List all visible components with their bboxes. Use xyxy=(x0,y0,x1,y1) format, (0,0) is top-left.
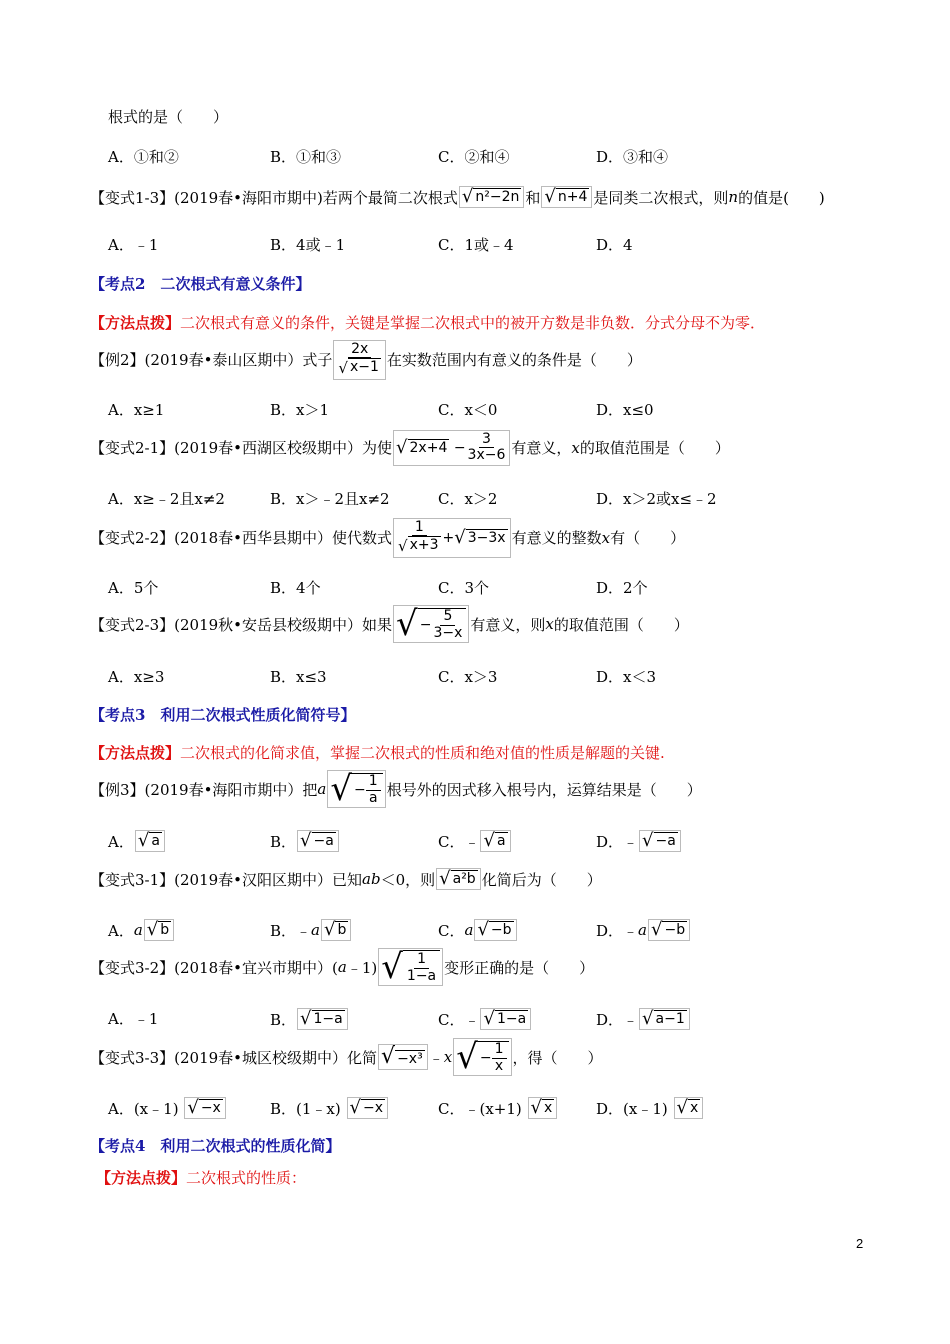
question-text: ﹣ xyxy=(428,1048,444,1067)
fraction-expression: 2x √ x−1 xyxy=(333,340,386,380)
option-d[interactable]: D．﹣ √ a−1 xyxy=(596,1008,691,1030)
variable: x xyxy=(601,528,611,547)
variable: n xyxy=(728,188,739,206)
question-text: 【变式3-2】(2018春•宜兴市期中）( xyxy=(90,958,338,977)
method-text: 二次根式有意义的条件，关键是掌握二次根式中的被开方数是非负数．分式分母不为零． xyxy=(180,314,766,332)
section-heading xyxy=(90,273,310,294)
option-c[interactable]: C．x＜0 xyxy=(438,401,498,419)
options-e3 xyxy=(108,830,868,852)
option-a[interactable]: A．①和② xyxy=(108,148,179,166)
radical-fraction: √ − $\frac{1}{a}$ xyxy=(327,770,385,808)
option-a[interactable]: A．﹣1 xyxy=(108,236,159,254)
question-v3-3 xyxy=(90,1038,603,1076)
option-c[interactable]: C．﹣(x+1) √ x xyxy=(438,1097,558,1119)
question-text: 【变式3-3】(2019春•城区校级期中）化简 xyxy=(90,1048,378,1067)
section-heading xyxy=(90,704,355,725)
question-text: 根号外的因式移入根号内，运算结果是（ ） xyxy=(386,780,702,799)
heading-text: 【考点2 二次根式有意义条件】 xyxy=(90,275,311,293)
option-b[interactable]: B．①和③ xyxy=(270,148,342,166)
question-text: ﹣1) xyxy=(346,958,378,977)
option-c[interactable]: C．﹣ √ 1−a xyxy=(438,1008,532,1030)
option-a[interactable]: A．x≥﹣2且x≠2 xyxy=(108,490,225,508)
question-text: 【变式2-1】(2019春•西湖区校级期中）为使 xyxy=(90,439,393,458)
option-d[interactable]: D．x＜3 xyxy=(596,668,657,686)
radical-fraction: √ − $\frac{5}{3-x}$ xyxy=(393,605,469,643)
options-v3-1 xyxy=(108,919,868,941)
question-v1-3 xyxy=(90,186,825,208)
question-text: 【变式3-1】(2019春•汉阳区期中）已知 xyxy=(90,870,363,889)
options-v2-1 xyxy=(108,488,868,510)
option-c[interactable]: C．x＞3 xyxy=(438,668,498,686)
method-tip xyxy=(90,312,765,333)
option-b[interactable]: B．x＞﹣2且x≠2 xyxy=(270,490,390,508)
variable: x xyxy=(545,615,554,633)
option-b[interactable]: B． √ −a xyxy=(270,830,340,852)
option-d[interactable]: D．(x﹣1) √ x xyxy=(596,1097,704,1119)
question-text: 是同类二次根式，则 xyxy=(593,188,729,207)
variable: x xyxy=(571,438,580,457)
page-number: 2 xyxy=(856,1236,864,1251)
question-text: 有意义，则 xyxy=(470,615,546,634)
option-b[interactable]: B．4或﹣1 xyxy=(270,236,346,254)
method-text: 二次根式的化简求值，掌握二次根式的性质和绝对值的性质是解题的关键. xyxy=(180,744,665,762)
variable: a xyxy=(317,780,327,798)
option-a[interactable]: A． a √ b xyxy=(108,919,175,941)
option-b[interactable]: B．x≤3 xyxy=(270,668,327,686)
option-a[interactable]: A． √ a xyxy=(108,830,166,852)
options-v3-2 xyxy=(108,1008,868,1030)
option-d[interactable]: D．2个 xyxy=(596,579,648,597)
question-v3-2 xyxy=(90,948,594,986)
question-e3 xyxy=(90,770,702,808)
option-a[interactable]: A．x≥3 xyxy=(108,668,165,686)
method-tip xyxy=(90,742,665,763)
options-e2 xyxy=(108,399,868,421)
section-heading xyxy=(90,1135,340,1156)
method-tag: 【方法点拨】 xyxy=(90,314,181,332)
question-v2-2 xyxy=(90,518,685,558)
option-d[interactable]: D．x＞2或x≤﹣2 xyxy=(596,490,717,508)
question-text: 【变式2-3】(2019秋•安岳县校级期中）如果 xyxy=(90,615,393,634)
method-text: 二次根式的性质： xyxy=(186,1169,307,1187)
radical-expression: √ a²b xyxy=(436,868,481,890)
compound-expression: 1 √ x+3 + √ 3−3x xyxy=(393,518,511,558)
option-d[interactable]: D．﹣ a √ −b xyxy=(596,919,691,941)
question-v2-3 xyxy=(90,605,689,643)
question-text: ＜0，则 xyxy=(380,870,436,889)
option-c[interactable]: C．﹣ √ a xyxy=(438,830,512,852)
method-tag: 【方法点拨】 xyxy=(96,1169,187,1187)
option-d[interactable]: D．4 xyxy=(596,236,633,254)
radical-expression: √ −x³ xyxy=(378,1044,428,1070)
question-text: 变形正确的是（ ） xyxy=(444,958,595,977)
question-v3-1 xyxy=(90,868,602,890)
question-text: 的值是( ) xyxy=(738,188,825,207)
question-v2-1 xyxy=(90,430,730,466)
radical-expression: √ n+4 xyxy=(541,186,592,208)
option-a[interactable]: A．﹣1 xyxy=(108,1010,159,1028)
question-text: 【变式1-3】(2019春•海阳市期中)若两个最简二次根式 xyxy=(90,188,458,207)
compound-expression: √ 2x+4 − $\frac{3}{3x-6}$ xyxy=(393,430,510,466)
question-text: 有（ ） xyxy=(610,529,686,548)
question-text: 有意义的整数 xyxy=(511,529,602,548)
question-text: 的取值范围是（ ） xyxy=(579,439,730,458)
heading-text: 【考点4 利用二次根式的性质化简】 xyxy=(90,1137,341,1155)
question-text: 【变式2-2】(2018春•西华县期中）使代数式 xyxy=(90,529,393,548)
question-text: ，得（ ） xyxy=(512,1048,603,1067)
options-v1-3 xyxy=(108,234,868,256)
option-c[interactable]: C．x＞2 xyxy=(438,490,498,508)
options-v2-3 xyxy=(108,666,868,688)
heading-text: 【考点3 利用二次根式性质化简符号】 xyxy=(90,706,356,724)
variable: a xyxy=(337,958,347,976)
option-c[interactable]: C．②和④ xyxy=(438,148,510,166)
options-v2-2 xyxy=(108,577,868,599)
question-text: 【例2】(2019春•泰山区期中）式子 xyxy=(90,351,333,370)
question-text: 化简后为（ ） xyxy=(481,870,602,889)
continuation-text: 根式的是（ ） xyxy=(108,108,229,126)
option-b[interactable]: B． √ 1−a xyxy=(270,1008,349,1030)
option-b[interactable]: B．(1﹣x) √ −x xyxy=(270,1097,389,1119)
options-v3-3 xyxy=(108,1097,868,1119)
option-b[interactable]: B．4个 xyxy=(270,579,321,597)
option-d[interactable]: D．x≤0 xyxy=(596,401,654,419)
option-a[interactable]: A．(x﹣1) √ −x xyxy=(108,1097,227,1119)
variable: ab xyxy=(362,870,381,888)
option-c[interactable]: C． a √ −b xyxy=(438,919,518,941)
question-text: 有意义， xyxy=(511,439,572,458)
option-a[interactable]: A．5个 xyxy=(108,579,159,597)
options-q0 xyxy=(108,146,868,168)
question-e2 xyxy=(90,340,642,380)
method-tip xyxy=(96,1167,306,1188)
option-a[interactable]: A．x≥1 xyxy=(108,401,165,419)
radical-fraction: √ − $\frac{1}{x}$ xyxy=(453,1038,511,1076)
option-b[interactable]: B．x＞1 xyxy=(270,401,330,419)
question-text: 在实数范围内有意义的条件是（ ） xyxy=(386,351,642,370)
question-text: 的取值范围（ ） xyxy=(553,615,689,634)
option-d[interactable]: D．③和④ xyxy=(596,148,669,166)
option-c[interactable]: C．1或﹣4 xyxy=(438,236,514,254)
radical-expression: √ n²−2n xyxy=(459,186,524,208)
variable: x xyxy=(443,1048,453,1066)
question-continuation xyxy=(108,106,228,127)
method-tag: 【方法点拨】 xyxy=(90,744,181,762)
option-d[interactable]: D．﹣ √ −a xyxy=(596,830,682,852)
question-text: 和 xyxy=(525,188,541,207)
radical-fraction: √ $\frac{1}{1-a}$ xyxy=(378,948,443,986)
option-b[interactable]: B．﹣ a √ b xyxy=(270,919,352,941)
option-c[interactable]: C．3个 xyxy=(438,579,490,597)
question-text: 【例3】(2019春•海阳市期中）把 xyxy=(90,780,318,799)
